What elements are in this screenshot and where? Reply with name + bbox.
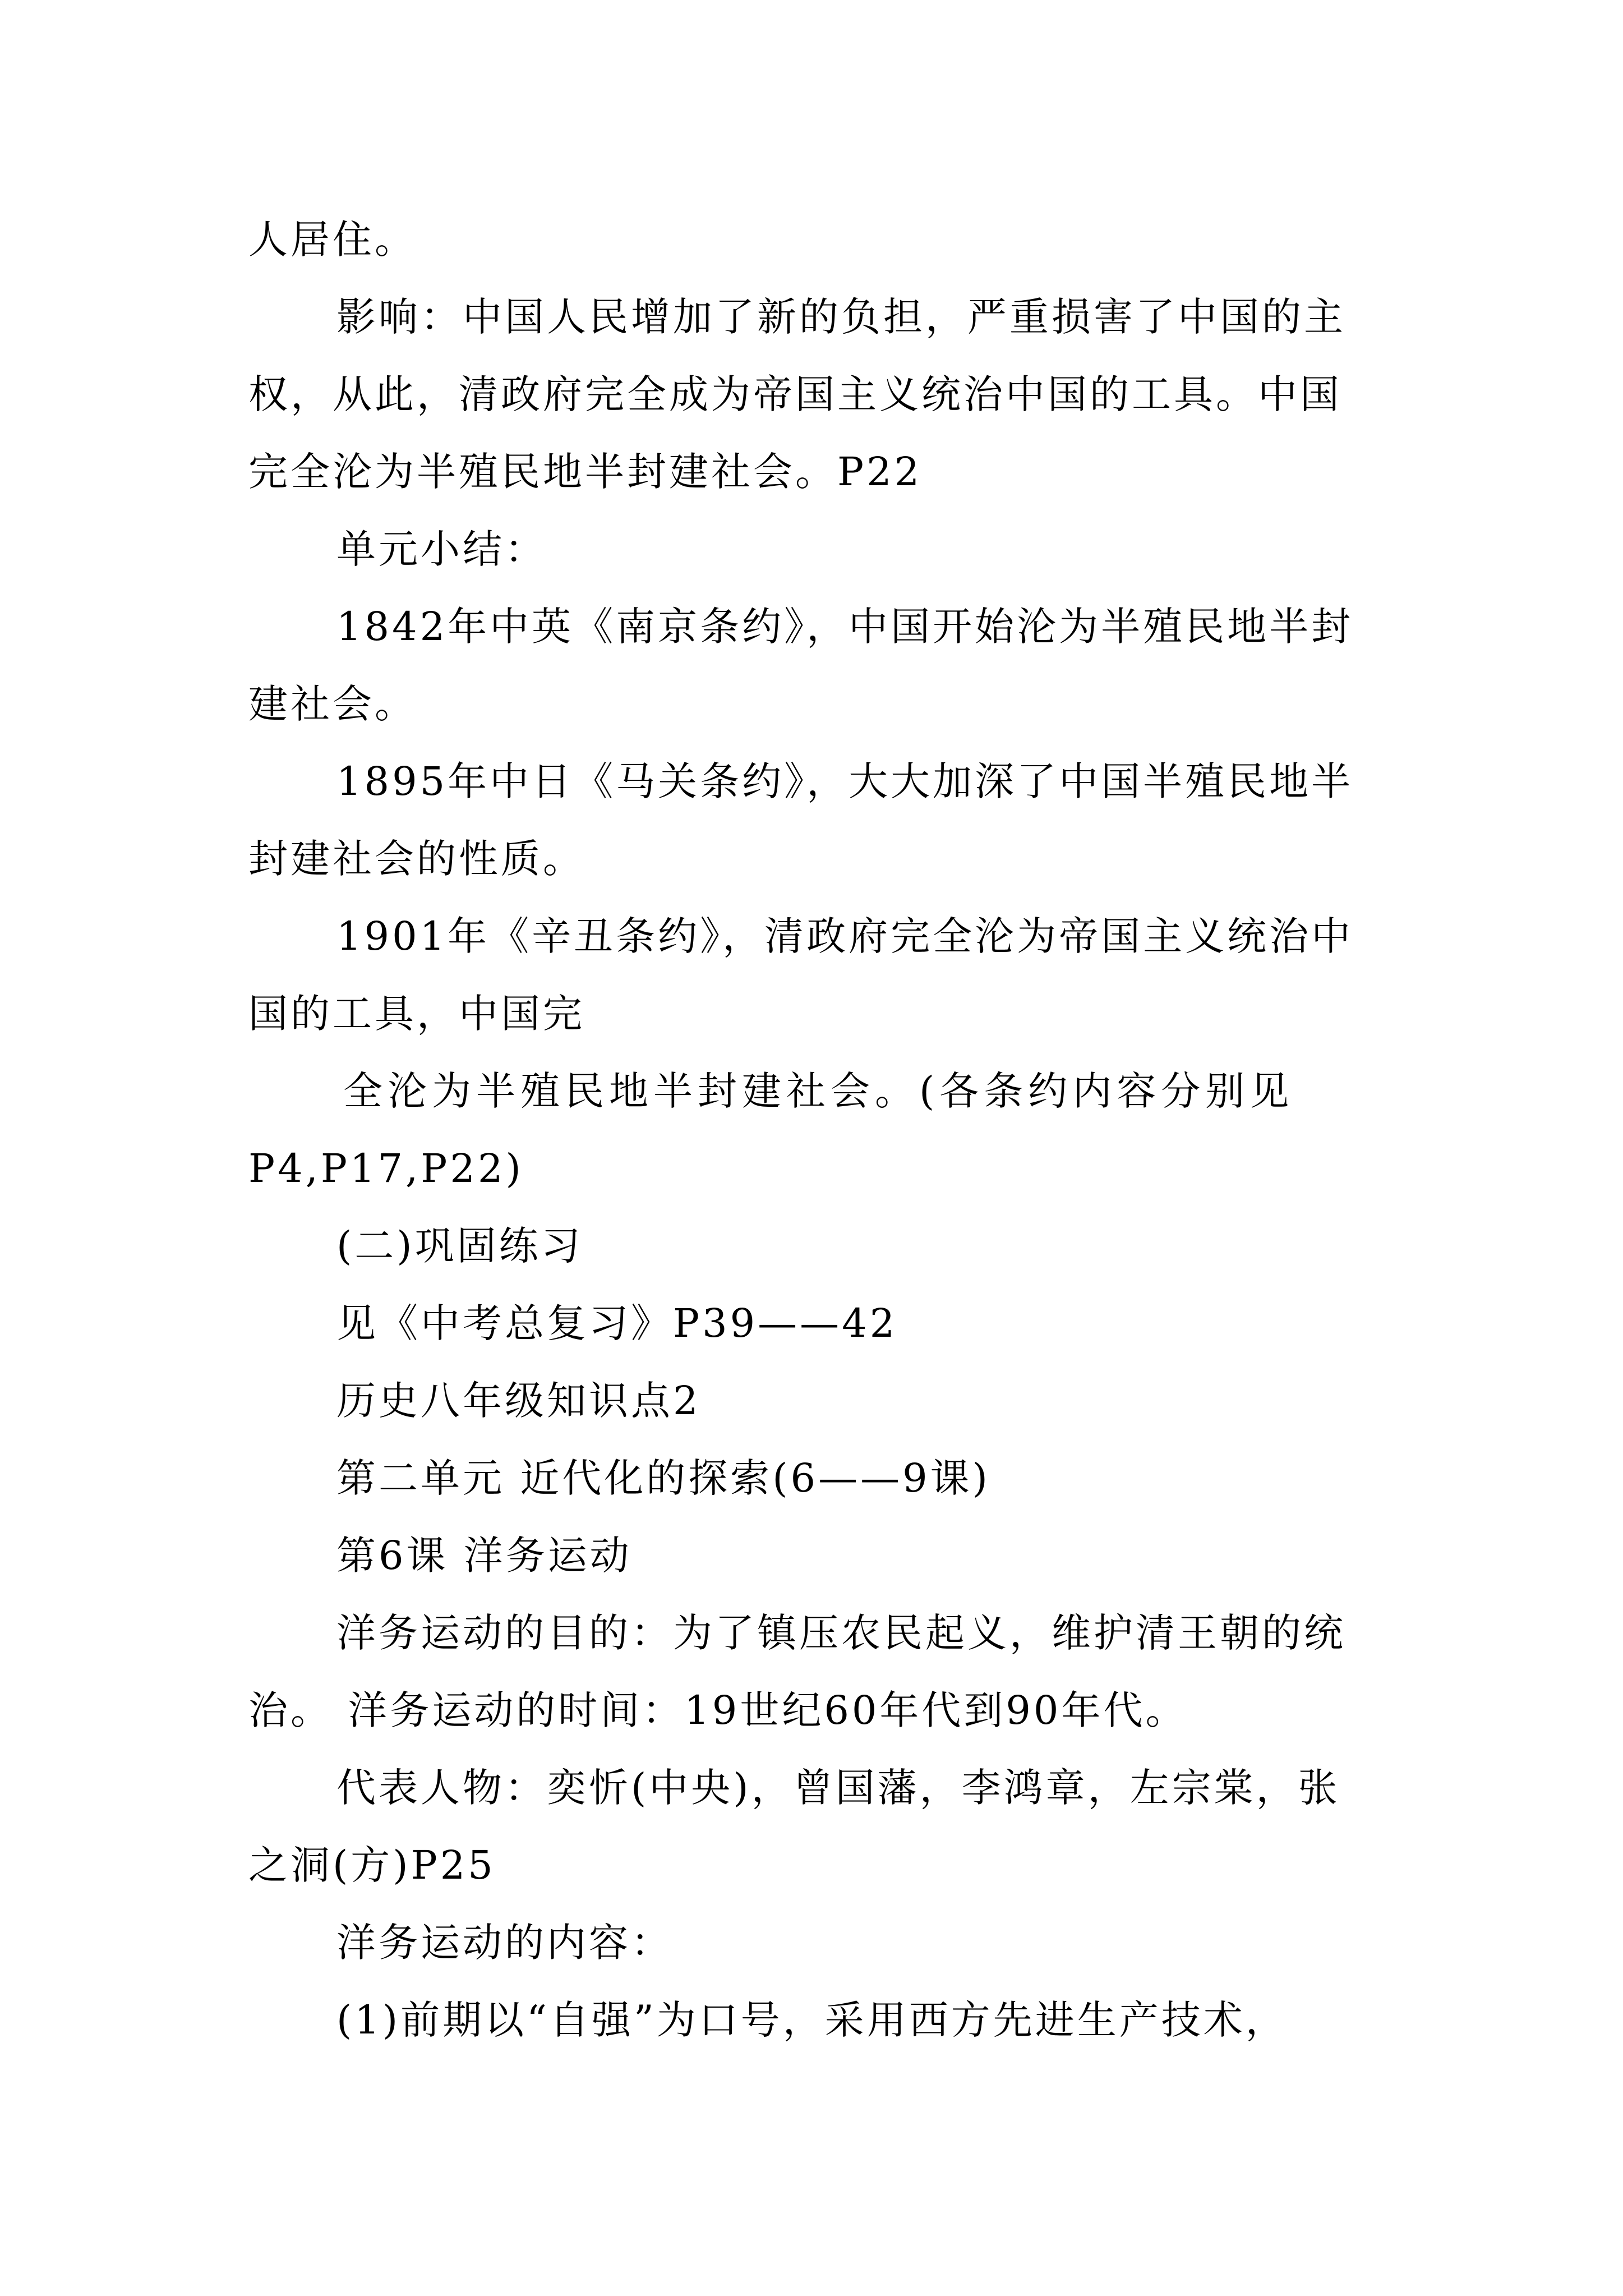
text-line: 见《中考总复习》P39——42 bbox=[336, 1300, 898, 1346]
text-line: 影响：中国人民增加了新的负担，严重损害了中国的主 bbox=[336, 294, 1346, 340]
text-line: 洋务运动的内容： bbox=[336, 1920, 673, 1966]
text-line: (1)前期以“自强”为口号，采用西方先进生产技术， bbox=[336, 1997, 1288, 2043]
text-line: 代表人物：奕忻(中央)，曾国藩，李鸿章，左宗棠，张 bbox=[336, 1765, 1340, 1811]
text-line: 完全沦为半殖民地半封建社会。P22 bbox=[248, 449, 923, 495]
text-line: 国的工具，中国完 bbox=[248, 991, 585, 1037]
text-line: 封建社会的性质。 bbox=[248, 836, 585, 882]
text-line: 历史八年级知识点2 bbox=[336, 1378, 701, 1424]
text-line: 之洞(方)P25 bbox=[248, 1842, 496, 1888]
text-line: 人居住。 bbox=[248, 217, 417, 263]
text-line: P4,P17,P22) bbox=[248, 1145, 524, 1191]
text-line: 第6课 洋务运动 bbox=[336, 1533, 632, 1579]
text-line: 治。 洋务运动的时间：19世纪60年代到90年代。 bbox=[248, 1687, 1188, 1733]
text-line: 权，从此，清政府完全成为帝国主义统治中国的工具。中国 bbox=[248, 371, 1342, 417]
text-line: 1842年中英《南京条约》，中国开始沦为半殖民地半封 bbox=[336, 604, 1354, 650]
text-line: 全沦为半殖民地半封建社会。(各条约内容分别见 bbox=[343, 1068, 1294, 1114]
text-line: 建社会。 bbox=[248, 681, 417, 727]
text-line: 第二单元 近代化的探索(6——9课) bbox=[336, 1455, 990, 1501]
text-line: 洋务运动的目的：为了镇压农民起义，维护清王朝的统 bbox=[336, 1610, 1346, 1656]
text-line: 1901年《辛丑条约》，清政府完全沦为帝国主义统治中 bbox=[336, 913, 1354, 959]
text-line: 1895年中日《马关条约》，大大加深了中国半殖民地半 bbox=[336, 758, 1354, 804]
text-line: (二)巩固练习 bbox=[336, 1223, 583, 1269]
text-line: 单元小结： bbox=[336, 526, 547, 572]
